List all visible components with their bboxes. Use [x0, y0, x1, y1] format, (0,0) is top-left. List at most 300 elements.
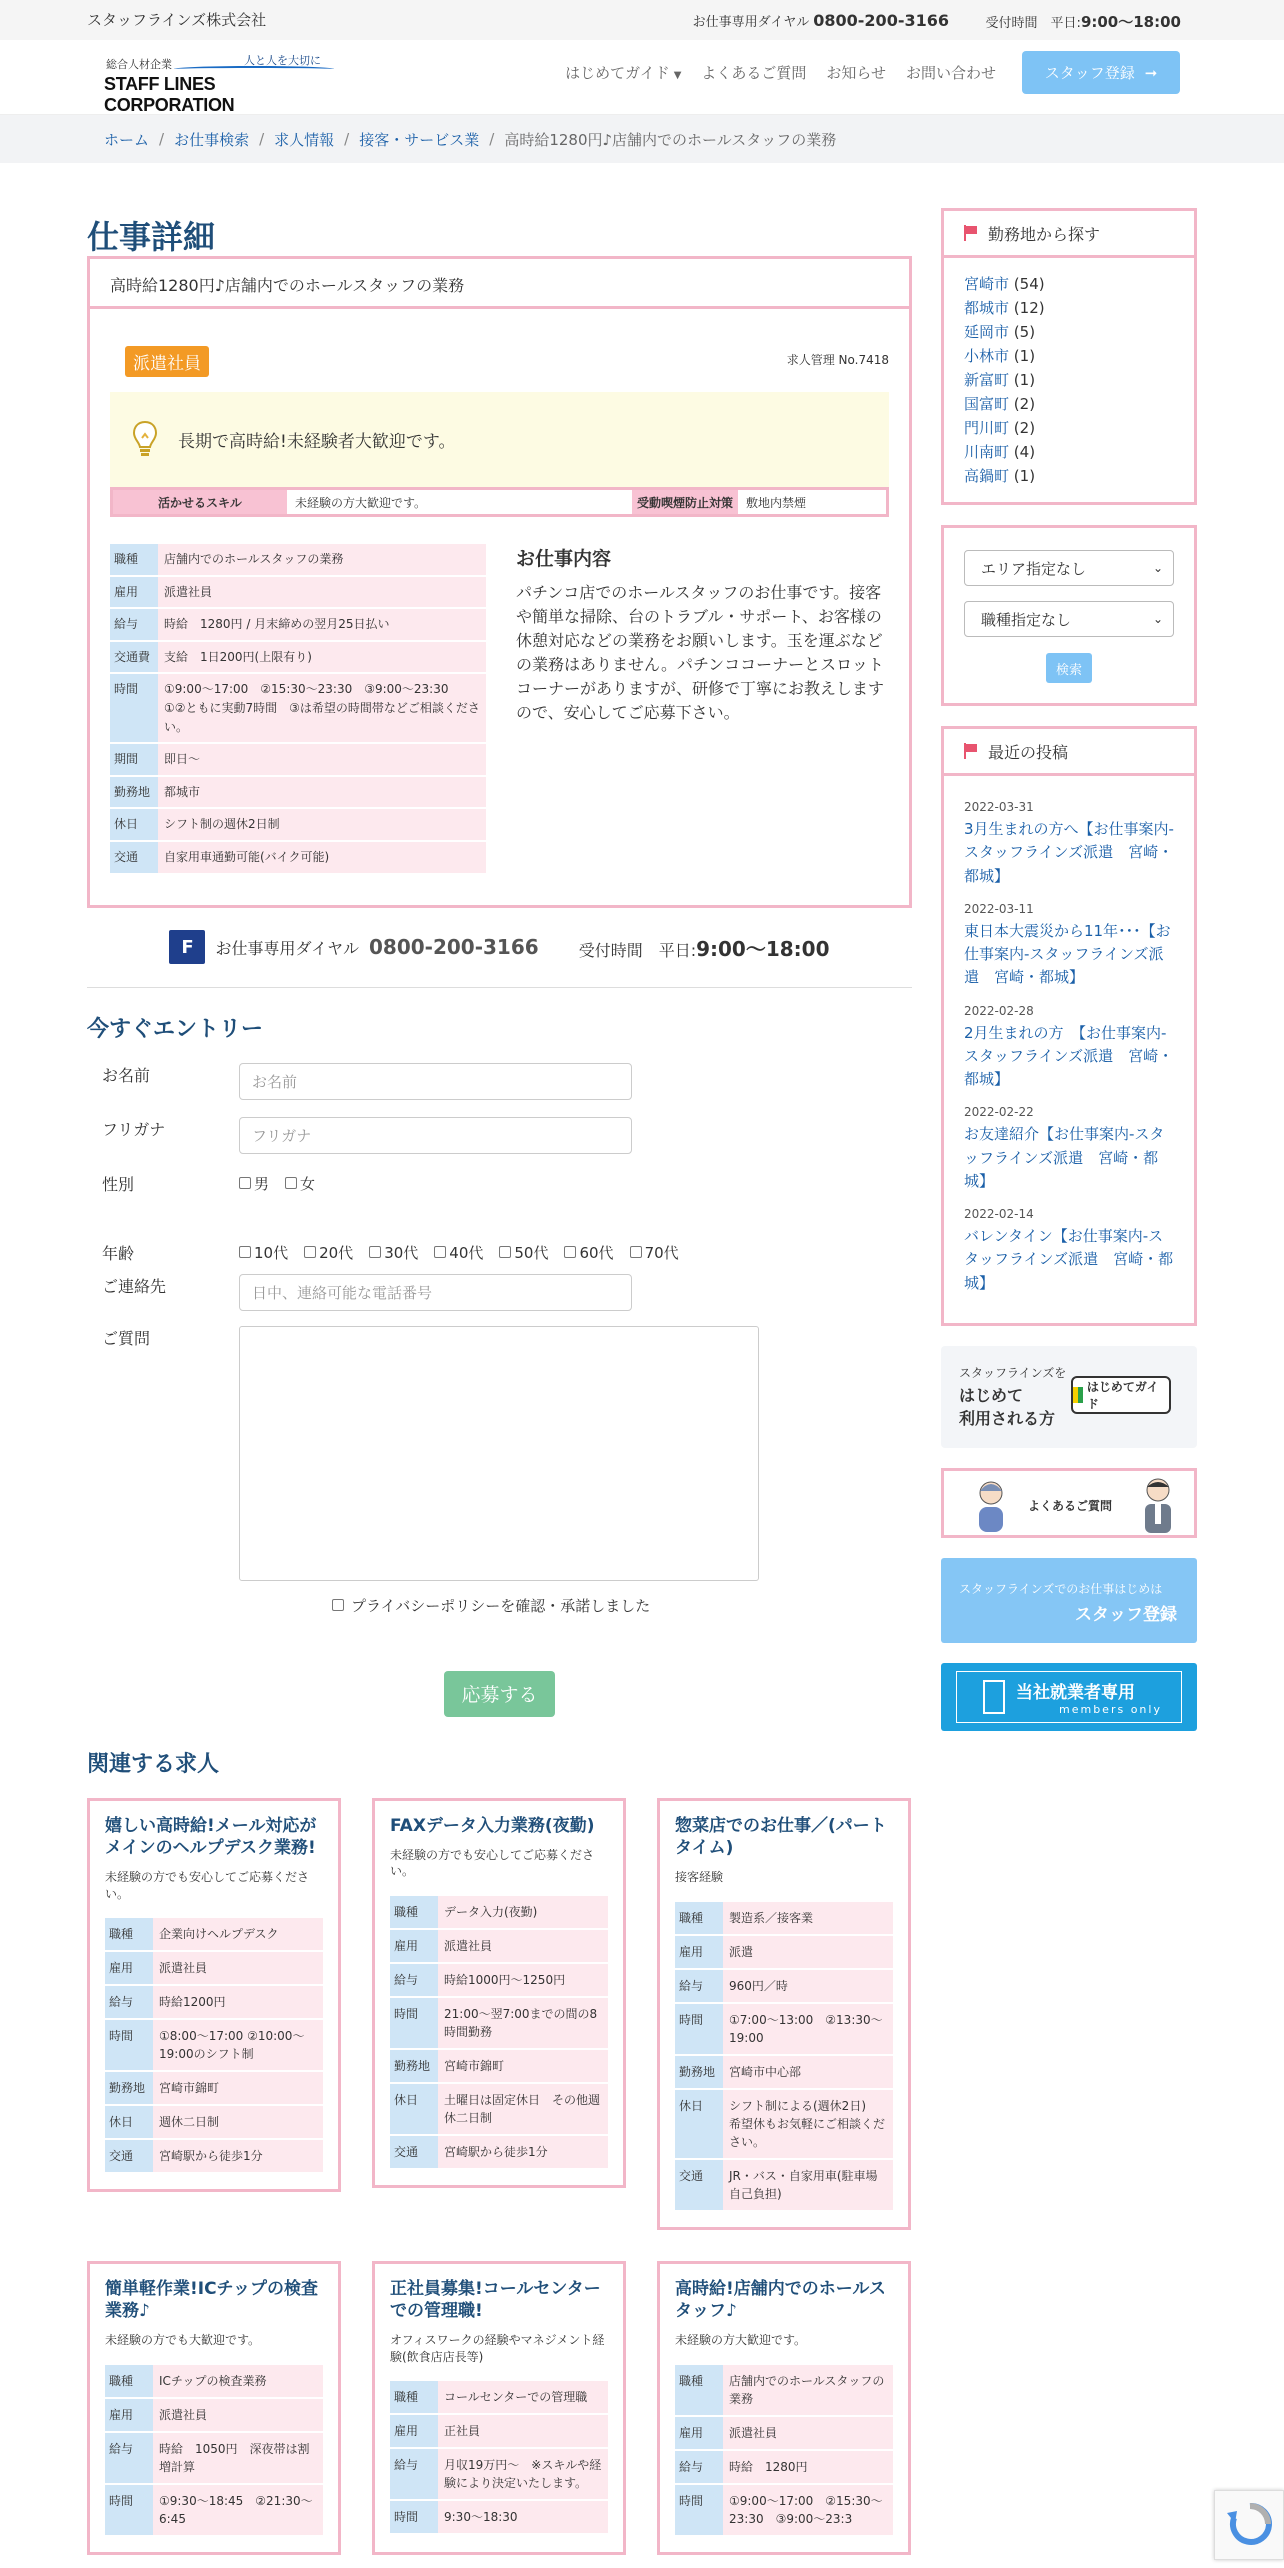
- post-link[interactable]: 2月生まれの方 【お仕事案内-スタッフラインズ派遣 宮崎・都城】: [964, 1023, 1174, 1088]
- related-job-card[interactable]: [372, 1798, 626, 2189]
- spec-value: 自家用車通勤可能(バイク可能): [158, 842, 486, 873]
- card-row: [105, 1986, 323, 2018]
- card-key: 時間: [390, 2501, 438, 2533]
- card-title[interactable]: 嬉しい高時給!メール対応がメインのヘルプデスク業務!: [105, 1815, 317, 1858]
- area-link[interactable]: 門川町: [964, 419, 1010, 437]
- checkbox-icon: [304, 1246, 316, 1258]
- spec-row: [110, 744, 486, 775]
- spec-row: [110, 577, 486, 608]
- card-key: 給与: [390, 1964, 438, 1996]
- area-count: (2): [1013, 395, 1036, 413]
- breadcrumb-job-search[interactable]: お仕事検索: [174, 130, 250, 149]
- breadcrumb-home[interactable]: ホーム: [104, 130, 150, 149]
- area-count: (12): [1013, 299, 1045, 317]
- area-link[interactable]: 国富町: [964, 395, 1010, 413]
- nav-guide-label: はじめてガイド: [565, 64, 670, 82]
- card-row: [390, 2084, 608, 2134]
- card-key: 勤務地: [675, 2056, 723, 2088]
- person-question-icon: [974, 1477, 1008, 1532]
- spec-key: 職種: [110, 544, 158, 575]
- spec-value: 都城市: [158, 777, 486, 808]
- post-date: 2022-03-31: [964, 800, 1034, 814]
- card-value: 時給 1050円 深夜帯は割増計算: [153, 2433, 323, 2483]
- company-name: スタッフラインズ株式会社: [87, 11, 267, 29]
- age-checkbox[interactable]: [564, 1242, 613, 1263]
- card-row: [675, 1936, 893, 1968]
- age-checkbox[interactable]: [239, 1242, 288, 1263]
- nav-contact[interactable]: お問い合わせ: [905, 64, 996, 82]
- card-value: 企業向けヘルプデスク: [153, 1918, 323, 1950]
- card-value: 宮崎市錦町: [153, 2072, 323, 2104]
- card-row: [105, 2365, 323, 2397]
- breadcrumb-separator: /: [159, 130, 165, 148]
- members-banner[interactable]: [941, 1663, 1197, 1731]
- card-subtitle: 未経験の方でも安心してご応募ください。: [390, 1847, 595, 1879]
- guide-banner-small: スタッフラインズを: [959, 1365, 1067, 1380]
- area-count: (1): [1013, 467, 1036, 485]
- card-row: [390, 1964, 608, 1996]
- spec-row: [110, 642, 486, 673]
- card-table: [390, 2379, 608, 2535]
- spec-row: [110, 544, 486, 575]
- breadcrumb-job-info[interactable]: 求人情報: [274, 130, 335, 149]
- arrow-right-icon: ➞: [1144, 63, 1158, 82]
- card-key: 雇用: [105, 1952, 153, 1984]
- spec-key: 期間: [110, 744, 158, 775]
- breadcrumb-current: 高時給1280円♪店舗内でのホールスタッフの業務: [504, 130, 837, 149]
- post-item: [944, 1105, 1194, 1193]
- post-link[interactable]: バレンタイン【お仕事案内-スタッフラインズ派遣 宮崎・都城】: [964, 1227, 1174, 1292]
- card-value: 宮崎駅から徒歩1分: [438, 2136, 608, 2168]
- spec-value: シフト制の週休2日制: [158, 809, 486, 840]
- card-value: 時給1200円: [153, 1986, 323, 2018]
- phone-strip-hours-label: 受付時間 平日:: [578, 940, 697, 960]
- beginner-mark-icon: [1073, 1387, 1083, 1403]
- card-value: 宮崎市錦町: [438, 2050, 608, 2082]
- privacy-checkbox[interactable]: [332, 1595, 650, 1616]
- dial-label: お仕事専用ダイヤル: [692, 15, 810, 30]
- spec-value: 時給 1280円 / 月末締めの翌月25日払い: [158, 609, 486, 640]
- person-answer-icon: [1140, 1475, 1176, 1533]
- recent-heading: [944, 729, 1194, 776]
- card-row: [390, 1998, 608, 2048]
- card-value: ①8:00〜17:00 ②10:00〜19:00のシフト制: [153, 2020, 323, 2070]
- area-item: [964, 416, 1174, 440]
- recaptcha-badge[interactable]: [1214, 2490, 1284, 2560]
- main-content: [87, 208, 912, 2555]
- card-key: 職種: [105, 2365, 153, 2397]
- card-row: [390, 1930, 608, 1962]
- card-key: 休日: [675, 2090, 723, 2158]
- card-key: 給与: [675, 1970, 723, 2002]
- card-row: [675, 2451, 893, 2483]
- area-count: (4): [1013, 443, 1036, 461]
- gender-female-label: 女: [300, 1174, 316, 1193]
- area-item: [964, 368, 1174, 392]
- breadcrumb-separator: /: [344, 130, 350, 148]
- checkbox-icon: [630, 1246, 642, 1258]
- smoke-value: 敷地内禁煙: [746, 495, 807, 510]
- work-content-text: パチンコ店でのホールスタッフのお仕事です。接客や簡単な掃除、台のトラブル・サポート、お客様の休憩対応などの業務をお願いします。玉を運ぶなどの業務はありません。パチンココーナーとスロットコーナーがありますが、研修で丁寧にお教えしますので、安心してご応募下さい。: [516, 583, 885, 722]
- phone-strip: [87, 908, 912, 988]
- spec-row: [110, 842, 486, 873]
- chevron-down-icon: ⌄: [1152, 561, 1163, 575]
- card-key: 雇用: [675, 2417, 723, 2449]
- card-row: [105, 2485, 323, 2535]
- card-key: 時間: [675, 2004, 723, 2054]
- search-box: [941, 525, 1197, 706]
- question-textarea[interactable]: [239, 1326, 759, 1581]
- contact-label: ご連絡先: [102, 1276, 167, 1296]
- checkbox-icon: [332, 1599, 344, 1611]
- card-key: 交通: [675, 2160, 723, 2210]
- flag-icon: [964, 743, 978, 759]
- card-value: 9:30〜18:30: [438, 2501, 608, 2533]
- faq-banner-text: よくあるご質問: [1028, 1498, 1113, 1513]
- guide-banner-tag: [1071, 1376, 1171, 1414]
- post-item: [944, 902, 1194, 990]
- card-value: 時給1000円〜1250円: [438, 1964, 608, 1996]
- post-item: [944, 1207, 1194, 1295]
- door-icon: [983, 1680, 1005, 1714]
- card-value: 派遣社員: [153, 2399, 323, 2431]
- area-link[interactable]: 新富町: [964, 371, 1010, 389]
- question-label: ご質問: [102, 1328, 151, 1348]
- site-header: [0, 40, 1284, 115]
- card-table: [105, 2363, 323, 2537]
- breadcrumb-separator: /: [489, 130, 495, 148]
- card-row: [105, 1952, 323, 1984]
- card-key: 給与: [390, 2449, 438, 2499]
- card-row: [105, 2433, 323, 2483]
- related-job-card[interactable]: [87, 1798, 341, 2193]
- name-label: お名前: [102, 1065, 151, 1085]
- age-checkbox[interactable]: [369, 1242, 418, 1263]
- related-heading: 関連する求人: [87, 1751, 220, 1777]
- card-key: 雇用: [390, 1930, 438, 1962]
- card-value: コールセンターでの管理職: [438, 2381, 608, 2413]
- card-value: ICチップの検査業務: [153, 2365, 323, 2397]
- area-link[interactable]: 川南町: [964, 443, 1010, 461]
- related-job-card[interactable]: [657, 1798, 911, 2230]
- phone-strip-hours: [579, 933, 830, 962]
- checkbox-icon: [434, 1246, 446, 1258]
- card-value: 正社員: [438, 2415, 608, 2447]
- card-table: [390, 1894, 608, 2170]
- related-jobs: [87, 1798, 912, 2555]
- area-item: [964, 392, 1174, 416]
- card-table: [675, 1900, 893, 2212]
- staff-register-button[interactable]: [1022, 51, 1180, 94]
- age-checkbox[interactable]: [499, 1242, 548, 1263]
- spec-row: [110, 674, 486, 742]
- card-row: [390, 2449, 608, 2499]
- gender-female-checkbox[interactable]: [285, 1173, 315, 1194]
- management-number: 求人管理 No.7418: [786, 353, 889, 367]
- card-title[interactable]: 高時給!店舗内でのホールスタッフ♪: [675, 2278, 886, 2321]
- area-count: (2): [1013, 419, 1036, 437]
- spec-key: 給与: [110, 609, 158, 640]
- privacy-label: プライバシーポリシーを確認・承諾しました: [351, 1596, 651, 1615]
- nav-faq[interactable]: よくあるご質問: [701, 64, 807, 82]
- logo-name: STAFF LINES CORPORATION: [104, 74, 235, 115]
- card-title[interactable]: 惣菜店でのお仕事／(パートタイム): [675, 1815, 887, 1858]
- card-key: 給与: [105, 2433, 153, 2483]
- card-value: JR・バス・自家用車(駐車場自己負担): [723, 2160, 893, 2210]
- gender-label: 性別: [102, 1174, 135, 1194]
- card-row: [105, 2020, 323, 2070]
- page-title: 仕事詳細: [87, 218, 216, 256]
- guide-banner[interactable]: [941, 1346, 1197, 1448]
- area-item: [964, 440, 1174, 464]
- card-subtitle: 未経験の方大歓迎です。: [675, 2332, 807, 2347]
- post-item: [944, 1004, 1194, 1092]
- area-link[interactable]: 小林市: [964, 347, 1010, 365]
- job-type-select[interactable]: [964, 601, 1174, 637]
- gender-male-checkbox[interactable]: [239, 1173, 269, 1194]
- main-nav: [565, 62, 996, 83]
- breadcrumb-separator: /: [259, 130, 265, 148]
- post-link[interactable]: お友達紹介【お仕事案内-スタッフラインズ派遣 宮崎・都城】: [964, 1125, 1165, 1190]
- area-item: [964, 320, 1174, 344]
- breadcrumb: [0, 115, 1284, 163]
- card-key: 勤務地: [390, 2050, 438, 2082]
- job-title: 高時給1280円♪店舗内でのホールスタッフの業務: [90, 259, 909, 309]
- age-checkboxes: [239, 1242, 679, 1263]
- card-row: [675, 2417, 893, 2449]
- spec-key: 交通費: [110, 642, 158, 673]
- card-key: 休日: [390, 2084, 438, 2134]
- spec-value: 支給 1日200円(上限有り): [158, 642, 486, 673]
- register-banner[interactable]: [941, 1558, 1197, 1643]
- card-subtitle: 未経験の方でも大歓迎です。: [105, 2332, 261, 2347]
- nav-news[interactable]: お知らせ: [826, 64, 886, 82]
- post-date: 2022-02-28: [964, 1003, 1034, 1018]
- checkbox-icon: [564, 1246, 576, 1258]
- logo-tagline: 人と人を大切に: [244, 54, 321, 67]
- lightbulb-icon: [130, 418, 160, 462]
- checkbox-icon: [239, 1177, 251, 1189]
- card-row: [675, 2365, 893, 2415]
- card-value: 960円／時: [723, 1970, 893, 2002]
- card-value: ①9:00〜17:00 ②15:30〜23:30 ③9:00〜23:3: [723, 2485, 893, 2535]
- recent-heading-text: 最近の投稿: [988, 742, 1069, 762]
- spec-value: ①9:00〜17:00 ②15:30〜23:30 ③9:00〜23:30 ①②ともに実動7時間 ③は希望の時間帯などご相談ください。: [158, 674, 486, 742]
- dial-info: [693, 11, 949, 30]
- card-key: 交通: [105, 2140, 153, 2172]
- card-subtitle: 接客経験: [675, 1869, 724, 1884]
- area-count: (1): [1013, 347, 1036, 365]
- card-key: 雇用: [390, 2415, 438, 2447]
- card-row: [390, 2415, 608, 2447]
- work-content: [516, 542, 889, 875]
- card-key: 職種: [390, 2381, 438, 2413]
- card-value: 店舗内でのホールスタッフの業務: [723, 2365, 893, 2415]
- age-option-label: 30代: [384, 1243, 419, 1262]
- age-option-label: 50代: [514, 1243, 549, 1262]
- checkbox-icon: [369, 1246, 381, 1258]
- area-link[interactable]: 高鍋町: [964, 467, 1010, 485]
- card-key: 時間: [675, 2485, 723, 2535]
- card-row: [675, 2090, 893, 2158]
- post-link[interactable]: 3月生まれの方へ【お仕事案内-スタッフラインズ派遣 宮崎・都城】: [964, 820, 1174, 885]
- area-item: [964, 464, 1174, 488]
- search-button[interactable]: 検索: [1046, 653, 1092, 683]
- age-checkbox[interactable]: [630, 1242, 679, 1263]
- card-key: 雇用: [105, 2399, 153, 2431]
- card-key: 職種: [675, 1902, 723, 1934]
- age-option-label: 20代: [319, 1243, 354, 1262]
- age-option-label: 40代: [449, 1243, 484, 1262]
- logo-swoosh: [174, 66, 334, 72]
- post-item: [944, 800, 1194, 888]
- area-link[interactable]: 都城市: [964, 299, 1010, 317]
- card-row: [675, 1902, 893, 1934]
- hours-info: [986, 11, 1181, 32]
- age-option-label: 10代: [254, 1243, 289, 1262]
- flag-icon: [964, 225, 978, 241]
- card-title[interactable]: 簡単軽作業!ICチップの検査業務♪: [105, 2278, 319, 2321]
- card-key: 給与: [105, 1986, 153, 2018]
- card-row: [390, 1896, 608, 1928]
- catch-copy: [110, 392, 889, 487]
- hours-value: 9:00〜18:00: [1080, 13, 1181, 31]
- area-item: [964, 344, 1174, 368]
- sidebar: [941, 208, 1197, 1731]
- card-value: 月収19万円〜 ※スキルや経験により決定いたします。: [438, 2449, 608, 2499]
- name-input[interactable]: お名前: [239, 1063, 632, 1100]
- spec-row: [110, 609, 486, 640]
- dial-number: 0800-200-3166: [813, 11, 949, 30]
- area-link[interactable]: 宮崎市: [964, 275, 1010, 293]
- register-banner-small: スタッフラインズでのお仕事はじめは: [959, 1581, 1163, 1596]
- members-banner-text: 当社就業者専用: [1016, 1682, 1135, 1703]
- checkbox-icon: [239, 1246, 251, 1258]
- submit-button[interactable]: 応募する: [444, 1671, 555, 1717]
- register-label: スタッフ登録: [1044, 64, 1135, 82]
- card-value: 派遣: [723, 1936, 893, 1968]
- top-bar: [0, 0, 1284, 40]
- card-key: 職種: [675, 2365, 723, 2415]
- card-row: [105, 1918, 323, 1950]
- entry-heading: 今すぐエントリー: [87, 1016, 264, 1042]
- card-title[interactable]: FAXデータ入力業務(夜勤): [390, 1815, 595, 1836]
- card-key: 時間: [105, 2485, 153, 2535]
- spec-key: 時間: [110, 674, 158, 742]
- card-value: 派遣社員: [723, 2417, 893, 2449]
- card-key: 勤務地: [105, 2072, 153, 2104]
- related-job-card[interactable]: [372, 2261, 626, 2555]
- card-key: 時間: [390, 1998, 438, 2048]
- age-label: 年齢: [102, 1243, 135, 1263]
- site-logo[interactable]: [104, 52, 344, 115]
- contact-input[interactable]: 日中、連絡可能な電話番号: [239, 1274, 632, 1311]
- kana-input[interactable]: フリガナ: [239, 1117, 632, 1154]
- hours-label: 受付時間 平日:: [985, 16, 1081, 31]
- phone-strip-number[interactable]: 0800-200-3166: [369, 935, 539, 960]
- logo-subtitle: 総合人材企業: [106, 58, 172, 71]
- card-key: 職種: [390, 1896, 438, 1928]
- card-value: 派遣社員: [153, 1952, 323, 1984]
- age-option-label: 60代: [579, 1243, 614, 1262]
- skill-row: [110, 487, 889, 517]
- guide-banner-big1: はじめて: [959, 1385, 1024, 1405]
- employment-type-badge: 派遣社員: [125, 346, 209, 377]
- card-key: 交通: [390, 2136, 438, 2168]
- related-job-card[interactable]: [657, 2261, 911, 2555]
- post-link[interactable]: 東日本大震災から11年･･･【お仕事案内-スタッフラインズ派遣 宮崎・都城】: [964, 921, 1171, 987]
- gender-male-label: 男: [254, 1174, 270, 1193]
- members-banner-sub: members only: [1059, 1702, 1162, 1716]
- area-heading-text: 勤務地から探す: [988, 224, 1101, 244]
- card-subtitle: オフィスワークの経験やマネジメント経験(飲食店店長等): [390, 2332, 605, 2364]
- age-checkbox[interactable]: [434, 1242, 483, 1263]
- card-title[interactable]: 正社員募集!コールセンターでの管理職!: [390, 2278, 601, 2321]
- area-item: [964, 296, 1174, 320]
- card-key: 職種: [105, 1918, 153, 1950]
- related-job-card[interactable]: [87, 2261, 341, 2555]
- card-row: [675, 2485, 893, 2535]
- kana-label: フリガナ: [102, 1119, 166, 1139]
- spec-value: 即日〜: [158, 744, 486, 775]
- work-content-heading: お仕事内容: [516, 548, 612, 570]
- area-count: (54): [1013, 275, 1045, 293]
- post-date: 2022-02-22: [964, 1105, 1034, 1120]
- chevron-down-icon: ⌄: [1152, 612, 1163, 626]
- area-link[interactable]: 延岡市: [964, 323, 1010, 341]
- freedial-icon: F: [169, 930, 205, 964]
- nav-guide[interactable]: [565, 62, 681, 83]
- card-value: 時給 1280円: [723, 2451, 893, 2483]
- card-row: [390, 2136, 608, 2168]
- card-value: 宮崎駅から徒歩1分: [153, 2140, 323, 2172]
- area-box: [941, 208, 1197, 505]
- chevron-down-icon: ▼: [673, 70, 682, 81]
- card-value: 21:00〜翌7:00までの間の8時間勤務: [438, 1998, 608, 2048]
- card-row: [390, 2050, 608, 2082]
- checkbox-icon: [285, 1177, 297, 1189]
- card-row: [390, 2381, 608, 2413]
- age-checkbox[interactable]: [304, 1242, 353, 1263]
- card-value: ①7:00〜13:00 ②13:30〜19:00: [723, 2004, 893, 2054]
- job-detail-box: [87, 256, 912, 908]
- card-value: ①9:30〜18:45 ②21:30〜6:45: [153, 2485, 323, 2535]
- age-option-label: 70代: [644, 1243, 679, 1262]
- area-select[interactable]: [964, 550, 1174, 586]
- catch-text: 長期で高時給!未経験者大歓迎です。: [178, 432, 456, 452]
- faq-banner[interactable]: [941, 1468, 1197, 1538]
- card-row: [105, 2106, 323, 2138]
- card-value: シフト制による(週休2日) 希望休もお気軽にご相談ください。: [723, 2090, 893, 2158]
- phone-strip-label: お仕事専用ダイヤル: [215, 938, 359, 958]
- smoke-label: 受動喫煙防止対策: [632, 490, 738, 514]
- card-row: [675, 2160, 893, 2210]
- spec-row: [110, 809, 486, 840]
- card-row: [675, 1970, 893, 2002]
- card-value: 週休二日制: [153, 2106, 323, 2138]
- recent-posts-box: [941, 726, 1197, 1326]
- card-value: 土曜日は固定休日 その他週休二日制: [438, 2084, 608, 2134]
- spec-row: [110, 777, 486, 808]
- card-value: 宮崎市中心部: [723, 2056, 893, 2088]
- skill-label: 活かせるスキル: [113, 490, 287, 514]
- breadcrumb-category[interactable]: 接客・サービス業: [359, 130, 480, 149]
- card-row: [675, 2004, 893, 2054]
- post-date: 2022-03-11: [964, 901, 1034, 916]
- spec-key: 交通: [110, 842, 158, 873]
- post-date: 2022-02-14: [964, 1207, 1034, 1221]
- area-heading: [944, 211, 1194, 258]
